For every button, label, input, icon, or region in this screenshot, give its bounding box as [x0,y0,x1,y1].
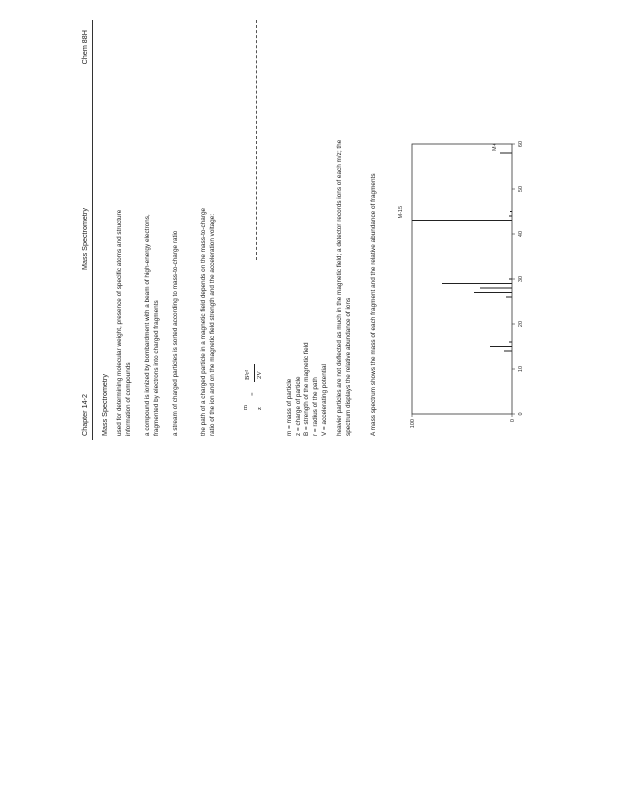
y-tick-label: 0 [510,419,516,423]
rotated-document-sheet [80,20,580,440]
formula-numerator: B²r² [244,369,251,380]
plot-frame [412,144,512,414]
x-tick-label: 60 [518,140,524,148]
header-topic: Mass Spectrometry [80,208,89,270]
x-tick-label: 50 [518,185,524,193]
formula-equals: = [249,392,256,396]
formula-denominator: 2V [256,371,263,379]
x-tick-label: 10 [518,365,524,373]
x-tick-label: 30 [518,275,524,283]
legend-line: z = charge of particle [294,376,302,436]
mass-spectrum-svg [398,134,530,434]
y-tick-label: 100 [410,419,416,429]
paragraph: a compound is ionized by bombardment with a beam of high-energy electrons, fragmented by electrons into charged fragments [144,214,160,436]
dashed-divider [256,20,257,260]
variable-legend [286,286,329,436]
peak-annotation: M+ [492,143,498,151]
mass-spectrum-chart [398,134,530,434]
paragraph: heavier particles are not deflected as much in the magnetic field; a detector records ions of each m/z; the spectrum displays the relative abundance of ions [336,139,352,436]
fraction-bar [254,364,255,382]
paragraph: used for determining molecular weight, presence of specific atoms and structure information of compounds [116,209,132,436]
legend-line: r = radius of the path [311,377,319,436]
formula-z: z [256,407,263,410]
header-course: Chem 88H [80,30,89,65]
header-rule [92,20,93,440]
peak-annotation: M-15 [398,205,404,219]
header-chapter: Chapter 14-2 [80,394,89,436]
paragraph: a stream of charged particles is sorted according to mass-to-charge ratio [172,230,179,436]
x-tick-label: 40 [518,230,524,238]
page-header [80,20,90,440]
legend-line: V = accelerating potential [320,364,328,436]
x-tick-label: 20 [518,320,524,328]
paragraph: A mass spectrum shows the mass of each fragment and the relative abundance of fragments [370,173,377,436]
paragraph: the path of a charged particle in a magnetic field depends on the mass-to-charge ratio of the ion and on the magnetic field strength and the acceleration voltage: [200,207,216,436]
section-title: Mass Spectrometry [100,374,109,436]
formula-m: m [242,405,249,410]
legend-line: m = mass of particle [286,378,293,436]
legend-line: B = strength of the magnetic field [303,342,311,436]
x-tick-label: 0 [518,412,524,416]
